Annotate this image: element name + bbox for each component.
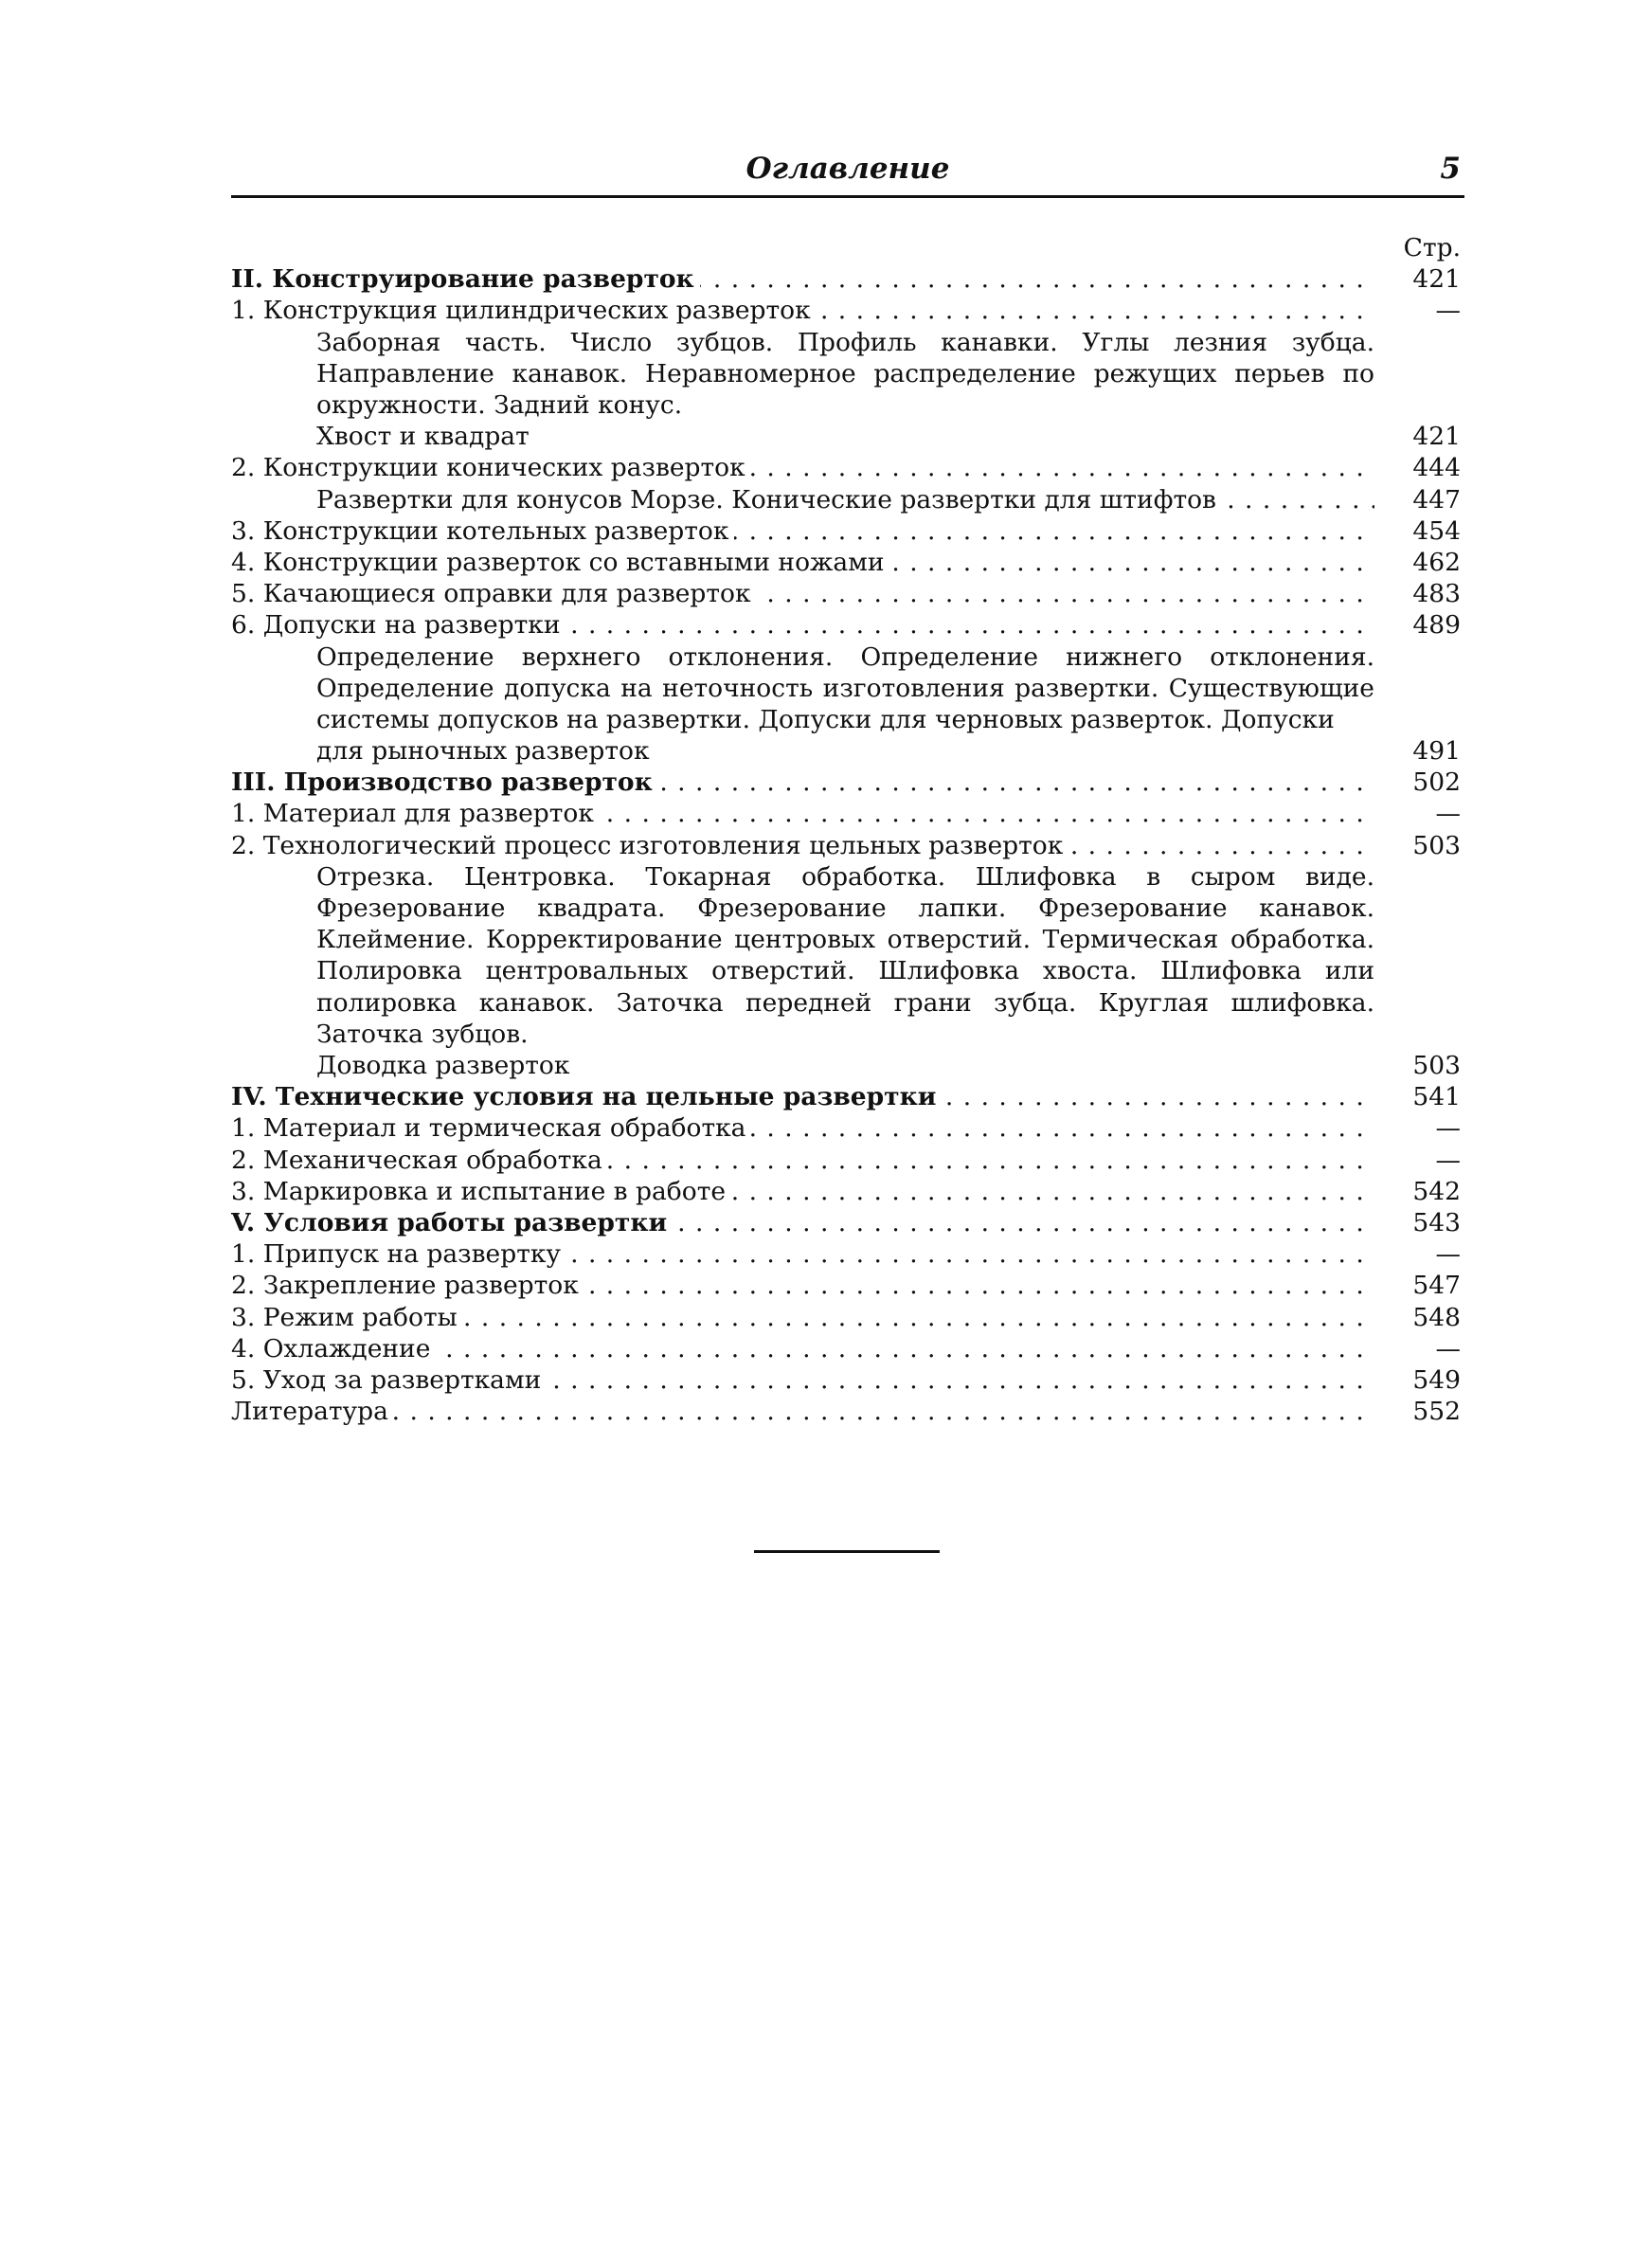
toc-entry-page: — (1435, 799, 1461, 829)
running-head-title: Оглавление (745, 152, 950, 186)
toc-section[interactable] (231, 1145, 1464, 1176)
toc-entry-page: — (1435, 1239, 1461, 1270)
toc-entry-title: 2. Конструкции конических разверток (231, 453, 751, 482)
toc-entry-page: — (1435, 1145, 1461, 1175)
toc-entry-title: Хвост и квадрат (316, 422, 535, 451)
toc-entry-title: II. Конструирование разверток (231, 264, 700, 294)
toc-description-last-line[interactable] (231, 1050, 1464, 1081)
toc-entry-page: 552 (1412, 1397, 1461, 1427)
toc-entry-page: — (1435, 296, 1461, 326)
running-head (231, 152, 1464, 190)
toc-literature[interactable] (231, 1396, 1464, 1427)
toc-entry-title: 1. Материал для разверток (231, 799, 600, 828)
toc-entry-title: 3. Режим работы (231, 1303, 463, 1332)
toc-entry-page: 489 (1412, 610, 1461, 641)
toc-entry-title: 5. Уход за развертками (231, 1365, 547, 1395)
toc-entry-title: 1. Материал и термическая обработка (231, 1113, 751, 1143)
toc-section[interactable] (231, 1238, 1464, 1270)
toc-entry-title: IV. Технические условия на цельные развертки (231, 1082, 942, 1111)
toc-description: Определение верхнего отклонения. Определение нижнего отклонения. Определение допуска на неточность изготовления развертки. Существующие системы допусков на развертки. Допуски для черновых разверток. Допуски (316, 641, 1374, 734)
toc-description: Отрезка. Центровка. Токарная обработка. Шлифовка в сыром виде. Фрезерование квадрата. Фрезерование лапки. Фрезерование канавок. Клеймение. Корректирование центровых отверстий. Термическая обработка. Полировка центровальных отверстий. Шлифовка хвоста. Шлифовка или полировка канавок. Заточка передней грани зубца. Круглая шлифовка. Заточка зубцов. (316, 861, 1374, 1049)
toc-entry-page: 503 (1412, 830, 1461, 860)
toc-section[interactable] (231, 1333, 1464, 1364)
toc-entry-title: 3. Маркировка и испытание в работе (231, 1177, 731, 1206)
toc-entry-title: 3. Конструкции котельных разверток (231, 516, 734, 546)
toc-entry-title: 4. Охлаждение (231, 1334, 436, 1363)
toc-entry-page: 491 (1412, 736, 1461, 767)
toc-chapter[interactable] (231, 263, 1464, 295)
toc-entry-page: 548 (1412, 1302, 1461, 1332)
toc-entry-page: 462 (1412, 547, 1461, 577)
toc-section[interactable] (231, 295, 1464, 326)
toc-section[interactable] (231, 609, 1464, 641)
toc-section[interactable] (231, 830, 1464, 861)
toc-chapter[interactable] (231, 1081, 1464, 1112)
toc-entry-title: 5. Качающиеся оправки для разверток (231, 579, 757, 608)
toc-entry-title: для рыночных разверток (316, 736, 655, 766)
toc-entry-title: Доводка разверток (316, 1051, 575, 1080)
toc-section[interactable] (231, 547, 1464, 578)
toc-entry-title: Развертки для конусов Морзе. Конические развертки для штифтов (316, 485, 1222, 515)
toc-section[interactable] (231, 578, 1464, 609)
toc-chapter[interactable] (231, 1207, 1464, 1238)
toc-description-last-line[interactable] (231, 735, 1464, 767)
toc-section[interactable] (231, 1176, 1464, 1207)
closing-rule (754, 1550, 940, 1553)
toc-section[interactable] (231, 1364, 1464, 1396)
toc-entry-title: Литература (231, 1397, 394, 1426)
toc-entry-page: 483 (1412, 579, 1461, 609)
toc-entry-page: 543 (1412, 1208, 1461, 1238)
toc-section[interactable] (231, 1112, 1464, 1144)
toc-entry-title: 2. Технологический процесс изготовления цельных разверток (231, 831, 1068, 860)
toc-section[interactable] (231, 515, 1464, 547)
toc-entry-page: — (1435, 1113, 1461, 1144)
toc-description-last-line[interactable] (231, 421, 1464, 452)
toc-section[interactable] (231, 1302, 1464, 1333)
toc-entry-page: 542 (1412, 1176, 1461, 1206)
toc-section[interactable] (231, 452, 1464, 483)
table-of-contents (231, 232, 1464, 1427)
toc-entry-title: 2. Закрепление разверток (231, 1271, 584, 1300)
toc-entry-page: 421 (1412, 422, 1461, 452)
toc-entry-page: 502 (1412, 767, 1461, 798)
toc-entry-page: 547 (1412, 1271, 1461, 1301)
toc-entry-page: — (1435, 1333, 1461, 1363)
toc-section[interactable] (231, 798, 1464, 829)
toc-entry-page: 454 (1412, 515, 1461, 546)
header-rule (231, 195, 1464, 198)
toc-entry-title: 1. Припуск на развертку (231, 1239, 566, 1269)
toc-entry-page: 549 (1412, 1364, 1461, 1395)
toc-entry-title: 6. Допуски на развертки (231, 610, 566, 640)
toc-entry-title: 1. Конструкция цилиндрических разверток (231, 296, 817, 325)
page-column-label: Стр. (1403, 233, 1461, 262)
toc-entry-title: V. Условия работы развертки (231, 1208, 673, 1237)
toc-chapter[interactable] (231, 767, 1464, 798)
toc-entry-page: 541 (1412, 1082, 1461, 1112)
toc-section[interactable] (231, 1270, 1464, 1301)
toc-entry-page: 447 (1412, 484, 1461, 515)
toc-entry-page: 421 (1412, 264, 1461, 295)
toc-entry-page: 503 (1412, 1051, 1461, 1081)
page-number: 5 (1440, 152, 1461, 186)
toc-entry-title: 2. Механическая обработка (231, 1146, 608, 1175)
toc-entry-page: 444 (1412, 453, 1461, 483)
toc-entry-title: III. Производство разверток (231, 767, 658, 797)
toc-description: Заборная часть. Число зубцов. Профиль канавки. Углы лезния зубца. Направление канавок. Неравномерное распределение режущих перьев по окружности. Задний конус. (316, 327, 1374, 420)
toc-subsection[interactable] (231, 484, 1464, 515)
toc-entry-title: 4. Конструкции разверток со вставными ножами (231, 548, 890, 577)
